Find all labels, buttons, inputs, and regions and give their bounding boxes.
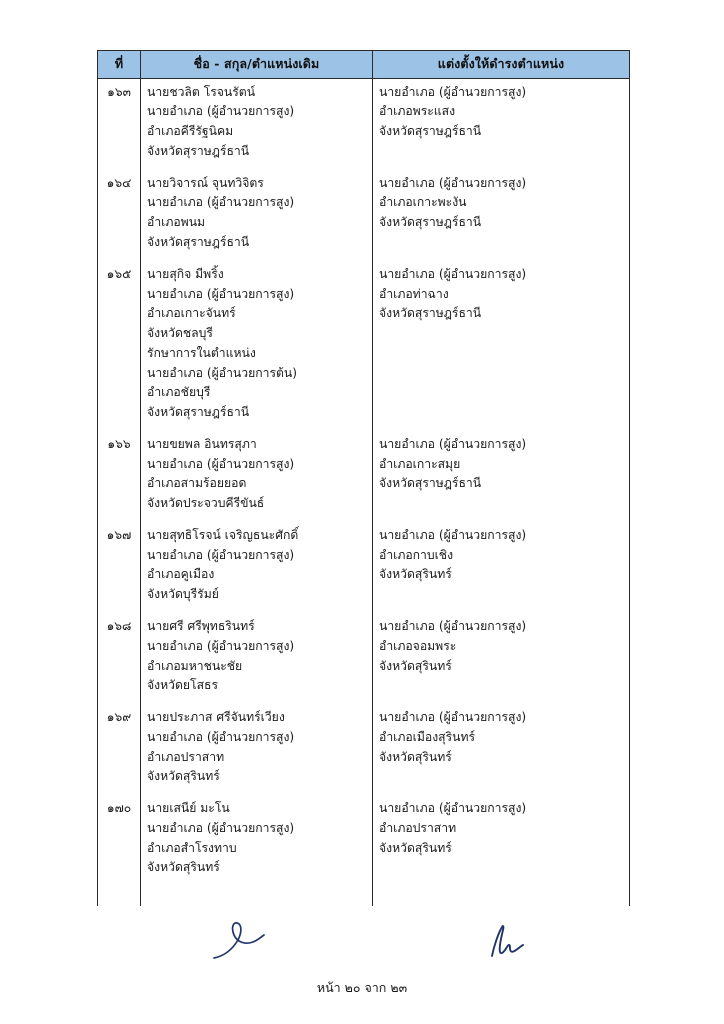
text-line: จังหวัดชลบุรี bbox=[147, 326, 213, 341]
row-spacer-cell bbox=[373, 425, 630, 433]
row-spacer-cell bbox=[98, 880, 141, 906]
text-line: นายอำเภอ (ผู้อำนวยการสูง) bbox=[379, 710, 527, 725]
row-spacer-cell bbox=[373, 698, 630, 706]
cell-current-position bbox=[141, 78, 373, 164]
text-line: นายอำเภอ (ผู้อำนวยการสูง) bbox=[379, 436, 527, 451]
text-line: นายอำเภอ (ผู้อำนวยการสูง) bbox=[147, 729, 295, 744]
table-row bbox=[98, 263, 630, 425]
cell-new-position bbox=[373, 615, 630, 698]
row-spacer-cell bbox=[98, 516, 141, 524]
row-spacer bbox=[98, 255, 630, 263]
table-header-row bbox=[98, 51, 630, 79]
cell-new-position bbox=[373, 706, 630, 789]
row-spacer-cell bbox=[141, 516, 373, 524]
table-row bbox=[98, 78, 630, 164]
text-line: นายอำเภอ (ผู้อำนวยการสูง) bbox=[147, 456, 295, 471]
row-number: ๑๗๐ bbox=[98, 797, 141, 880]
appointment-table bbox=[97, 50, 630, 906]
text-line: นายอำเภอ (ผู้อำนวยการสูง) bbox=[147, 195, 295, 210]
cell-current-position bbox=[141, 615, 373, 698]
cell-current-position bbox=[141, 433, 373, 516]
row-number: ๑๖๘ bbox=[98, 615, 141, 698]
page-footer: หน้า ๒๐ จาก ๒๓ bbox=[316, 980, 408, 995]
table-body bbox=[98, 78, 630, 906]
row-spacer bbox=[98, 698, 630, 706]
cell-current-position bbox=[141, 263, 373, 425]
text-line: อำเภอคีรีรัฐนิคม bbox=[147, 124, 234, 139]
row-spacer-cell bbox=[141, 164, 373, 172]
text-line: จังหวัดสุราษฎร์ธานี bbox=[147, 143, 250, 158]
row-spacer-cell bbox=[141, 255, 373, 263]
cell-new-position bbox=[373, 433, 630, 516]
text-line: จังหวัดประจวบคีรีขันธ์ bbox=[147, 496, 265, 511]
text-line: อำเภอสามร้อยยอด bbox=[147, 476, 247, 491]
cell-new-position bbox=[373, 524, 630, 607]
text-line: นายอำเภอ (ผู้อำนวยการสูง) bbox=[379, 527, 527, 542]
cell-new-position bbox=[373, 263, 630, 425]
row-spacer-cell bbox=[373, 607, 630, 615]
text-line: อำเภอปราสาท bbox=[147, 749, 225, 764]
text-line: จังหวัดสุราษฎร์ธานี bbox=[379, 306, 482, 321]
text-line: จังหวัดบุรีรัมย์ bbox=[147, 587, 219, 602]
cell-new-position bbox=[373, 78, 630, 164]
text-line: นายอำเภอ (ผู้อำนวยการสูง) bbox=[147, 820, 295, 835]
text-line: นายอำเภอ (ผู้อำนวยการสูง) bbox=[147, 547, 295, 562]
row-spacer-cell bbox=[98, 789, 141, 797]
text-line: อำเภอชัยบุรี bbox=[147, 385, 211, 400]
row-spacer-cell bbox=[373, 880, 630, 906]
row-spacer-cell bbox=[373, 164, 630, 172]
row-spacer-cell bbox=[98, 607, 141, 615]
row-spacer-cell bbox=[373, 255, 630, 263]
text-line: อำเภอเกาะพะงัน bbox=[379, 195, 467, 210]
cell-current-position bbox=[141, 524, 373, 607]
table-row bbox=[98, 706, 630, 789]
text-line: อำเภอเมืองสุรินทร์ bbox=[379, 729, 476, 744]
text-line: อำเภอเกาะจันทร์ bbox=[147, 306, 236, 321]
cell-new-position bbox=[373, 797, 630, 880]
cell-current-position bbox=[141, 797, 373, 880]
text-line: นายอำเภอ (ผู้อำนวยการสูง) bbox=[147, 104, 295, 119]
column-header-to: แต่งตั้งให้ดำรงตำแหน่ง bbox=[373, 51, 630, 79]
table-row bbox=[98, 433, 630, 516]
signature-right-icon bbox=[482, 922, 532, 962]
row-spacer bbox=[98, 789, 630, 797]
text-line: นายอำเภอ (ผู้อำนวยการสูง) bbox=[379, 801, 527, 816]
text-line: นายวิจารณ์ จุนทวิจิตร bbox=[147, 175, 264, 190]
table-row bbox=[98, 524, 630, 607]
text-line: นายอำเภอ (ผู้อำนวยการสูง) bbox=[379, 266, 527, 281]
row-spacer-cell bbox=[373, 789, 630, 797]
text-line: นายอำเภอ (ผู้อำนวยการสูง) bbox=[147, 286, 295, 301]
row-spacer-cell bbox=[141, 698, 373, 706]
text-line: จังหวัดสุรินทร์ bbox=[379, 840, 452, 855]
text-line: อำเภอพนม bbox=[147, 215, 206, 230]
signature-left-icon bbox=[212, 918, 276, 962]
text-line: จังหวัดสุราษฎร์ธานี bbox=[379, 124, 482, 139]
row-number: ๑๖๖ bbox=[98, 433, 141, 516]
text-line: จังหวัดสุรินทร์ bbox=[379, 749, 452, 764]
table-row bbox=[98, 172, 630, 255]
text-line: นายสุกิจ มีพริ้ง bbox=[147, 266, 224, 281]
text-line: อำเภอจอมพระ bbox=[379, 638, 457, 653]
text-line: นายอำเภอ (ผู้อำนวยการสูง) bbox=[379, 619, 527, 633]
text-line: อำเภอเกาะสมุย bbox=[379, 456, 461, 471]
row-spacer-cell bbox=[141, 425, 373, 433]
text-line: อำเภอคูเมือง bbox=[147, 567, 215, 582]
text-line: อำเภอกาบเชิง bbox=[379, 547, 454, 562]
row-number: ๑๖๕ bbox=[98, 263, 141, 425]
table-header bbox=[98, 51, 630, 79]
text-line: นายอำเภอ (ผู้อำนวยการสูง) bbox=[379, 84, 527, 99]
text-line: อำเภอพระแสง bbox=[379, 104, 456, 119]
text-line: นายชวลิต โรจนรัตน์ bbox=[147, 84, 256, 99]
row-spacer bbox=[98, 164, 630, 172]
text-line: รักษาการในตำแหน่ง bbox=[147, 345, 256, 360]
row-number: ๑๖๙ bbox=[98, 706, 141, 789]
text-line: นายอำเภอ (ผู้อำนวยการสูง) bbox=[379, 175, 527, 190]
text-line: นายสุทธิโรจน์ เจริญธนะศักดิ์ bbox=[147, 527, 299, 542]
row-spacer bbox=[98, 880, 630, 906]
text-line: นายประภาส ศรีจันทร์เวียง bbox=[147, 710, 285, 725]
row-number: ๑๖๗ bbox=[98, 524, 141, 607]
text-line: นายอำเภอ (ผู้อำนวยการสูง) bbox=[147, 638, 295, 653]
table-row bbox=[98, 615, 630, 698]
appointment-table-container bbox=[97, 50, 629, 906]
row-spacer-cell bbox=[98, 425, 141, 433]
row-spacer-cell bbox=[141, 880, 373, 906]
row-spacer-cell bbox=[141, 607, 373, 615]
text-line: จังหวัดสุรินทร์ bbox=[147, 769, 220, 784]
text-line: จังหวัดสุรินทร์ bbox=[379, 567, 452, 582]
text-line: จังหวัดสุราษฎร์ธานี bbox=[379, 476, 482, 491]
row-spacer-cell bbox=[98, 698, 141, 706]
text-line: นายศรี ศรีพุทธรินทร์ bbox=[147, 619, 255, 633]
text-line: จังหวัดสุราษฎร์ธานี bbox=[147, 234, 250, 249]
text-line: อำเภอท่าฉาง bbox=[379, 286, 449, 301]
text-line: อำเภอสำโรงทาบ bbox=[147, 840, 237, 855]
row-spacer bbox=[98, 516, 630, 524]
row-number: ๑๖๔ bbox=[98, 172, 141, 255]
text-line: นายขยพล อินทรสุภา bbox=[147, 436, 257, 451]
signature-mark-left bbox=[212, 918, 276, 966]
text-line: อำเภอมหาชนะชัย bbox=[147, 658, 243, 673]
row-spacer bbox=[98, 425, 630, 433]
row-spacer-cell bbox=[98, 255, 141, 263]
text-line: จังหวัดสุราษฎร์ธานี bbox=[379, 215, 482, 230]
text-line: นายอำเภอ (ผู้อำนวยการต้น) bbox=[147, 365, 298, 380]
cell-current-position bbox=[141, 172, 373, 255]
text-line: อำเภอปราสาท bbox=[379, 820, 457, 835]
text-line: จังหวัดสุรินทร์ bbox=[147, 860, 220, 875]
text-line: จังหวัดยโสธร bbox=[147, 678, 218, 693]
text-line: นายเสนีย์ มะโน bbox=[147, 801, 230, 816]
cell-new-position bbox=[373, 172, 630, 255]
row-spacer-cell bbox=[141, 789, 373, 797]
text-line: จังหวัดสุราษฎร์ธานี bbox=[147, 405, 250, 420]
signature-mark-right bbox=[482, 922, 532, 966]
column-header-from: ชื่อ - สกุล/ตำแหน่งเดิม bbox=[141, 51, 373, 79]
row-number: ๑๖๓ bbox=[98, 78, 141, 164]
cell-current-position bbox=[141, 706, 373, 789]
row-spacer bbox=[98, 607, 630, 615]
row-spacer-cell bbox=[373, 516, 630, 524]
text-line: จังหวัดสุรินทร์ bbox=[379, 658, 452, 673]
table-row bbox=[98, 797, 630, 880]
column-header-no: ที่ bbox=[98, 51, 141, 79]
row-spacer-cell bbox=[98, 164, 141, 172]
